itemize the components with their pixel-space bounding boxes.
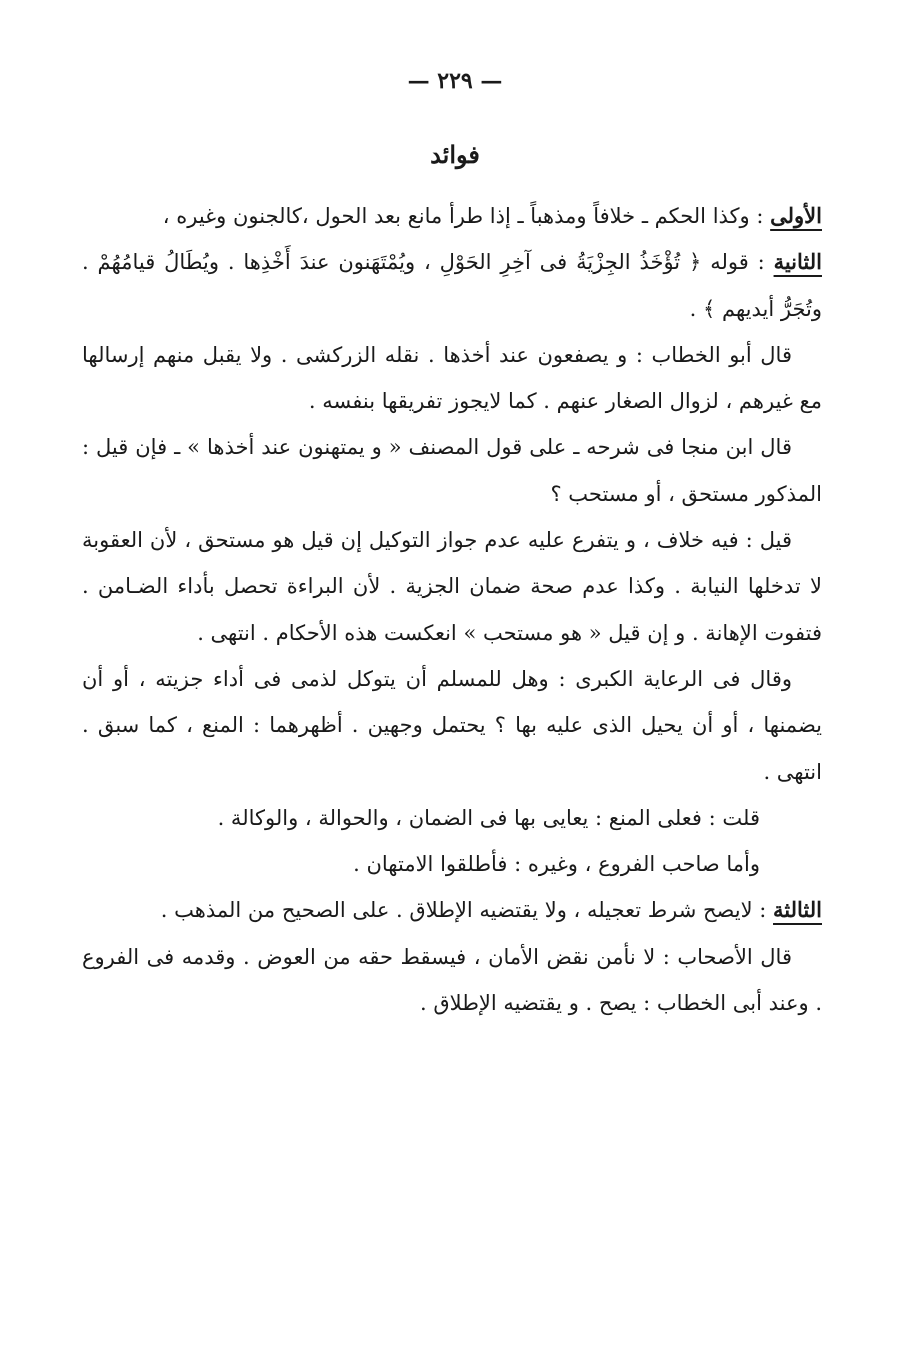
paragraph-text: : لايصح شرط تعجيله ، ولا يقتضيه الإطلاق . على الصحيح من المذهب .	[160, 898, 767, 923]
section-heading: فوائد	[430, 140, 480, 169]
paragraph-first-benefit	[82, 193, 822, 239]
paragraph-second-benefit	[82, 239, 822, 332]
paragraph-text: : وكذا الحكم ـ خلافاً ومذهباً ـ إذا طرأ مانع بعد الحول ،كالجنون وغيره ،	[162, 204, 764, 228]
paragraph-text: : قوله ﴿ تُؤْخَذُ الجِزْيَةُ فى آخِرِ الحَوْلِ ، ويُمْتَهَنون عندَ أَخْذِها . ويُطَالُ قيامُهُمْ . وتُجَرُّ أيديهم ﴾ .	[82, 250, 822, 321]
paragraph-ibn-munja: قال ابن منجا فى شرحه ـ على قول المصنف « و يمتهنون عند أخذها » ـ فإن قيل : المذكور مستحق ، أو مستحب ؟	[82, 435, 822, 506]
paragraph-third-benefit	[82, 887, 822, 933]
paragraph-qultu: قلت : فعلى المنع : يعايى بها فى الضمان ، والحوالة ، والوكالة .	[217, 805, 760, 830]
paragraph-label: الثانية	[773, 249, 822, 275]
paragraph-label: الثالثة	[773, 897, 822, 923]
paragraph-al-ashab: قال الأصحاب : لا نأمن نقض الأمان ، فيسقط حقه من العوض . وقدمه فى الفروع . وعند أبى الخطاب : يصح . و يقتضيه الإطلاق .	[82, 944, 822, 1016]
paragraph-label: الأولى	[770, 203, 822, 228]
page-number: — ٢٢٩ —	[407, 68, 503, 94]
paragraph-abu-al-khattab: قال أبو الخطاب : و يصفعون عند أخذها . نقله الزركشى . ولا يقبل منهم إرسالها مع غيرهم ، لزوال الصغار عنهم . كما لايجوز تفريقها بنفسه .	[82, 342, 822, 414]
paragraph-al-furu: وأما صاحب الفروع ، وغيره : فأطلقوا الامتهان .	[353, 852, 760, 877]
paragraph-al-riaya: وقال فى الرعاية الكبرى : وهل للمسلم أن يتوكل لذمى فى أداء جزيته ، أو أن يضمنها ، أو أن يحيل الذى عليه بها ؟ يحتمل وجهين . أظهرهما : المنع ، كما سبق . انتهى .	[82, 666, 822, 784]
body-text	[82, 193, 822, 1026]
paragraph-answer: قيل : فيه خلاف ، و يتفرع عليه عدم جواز التوكيل إن قيل هو مستحق ، لأن العقوبة لا تدخلها النيابة . وكذا عدم صحة ضمان الجزية . لأن البراءة تحصل بأداء الضـامن . فتفوت الإهانة . و إن قيل « هو مستحب » انعكست هذه الأحكام . انتهى .	[82, 528, 823, 645]
